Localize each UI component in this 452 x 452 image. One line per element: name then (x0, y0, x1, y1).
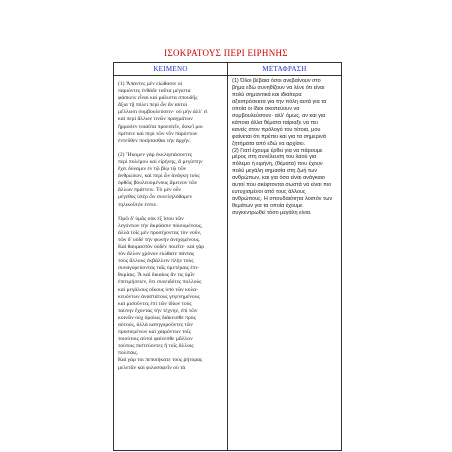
translation-header: ΜΕΤΑΦΡΑΣΗ (228, 63, 341, 76)
text-line: κοινῶν οὐχ ὁμοίως διάκεισθε πρὸς (118, 314, 196, 321)
text-line: κάποια άλλα θέματα ταίριαξε να πει (232, 119, 318, 126)
translation-body (228, 76, 341, 450)
text-line: ανθρώπων, και για όσα είναι ανάγκαιο (232, 175, 325, 182)
text-line: καὶ περὶ ἄλλων τινῶν πραγμάτων (118, 116, 193, 123)
text-line: τηλικοῦτόν ἐστιν. (118, 201, 158, 208)
text-line: ταύτην ἔχοντας τὴν τέχνην, ἐπὶ τῶν (118, 307, 198, 314)
text-line: συγκεντρωθεί τόσο μεγάλη είναι. (232, 210, 312, 217)
text-line: (1) Ἅπαντες μὲν εἰώθασιν οἱ (118, 81, 183, 87)
text-line: ζητήματα από εδώ να αρχίσει. (232, 140, 306, 147)
text-line: φάσκειν εἶναι καὶ μάλιστα σπουδῆς (118, 95, 198, 102)
text-line: οποία οι ίδιοι σκοπεύουν να (232, 105, 300, 112)
text-line: Ὁρῶ δ' ὑμᾶς οὐκ ἐξ ἴσου τῶν (118, 215, 184, 222)
translation-column (228, 63, 341, 450)
text-line: μέγεθος ὑπὲρ ὧν συνεληλύθαμεν (118, 194, 193, 201)
text-line: ανθρώπους. Η σπουδαιότητα λοιπόν των (232, 196, 333, 203)
text-line: καὶ μεγάλους οἴκους ὑπὸ τῶν κολα- (118, 286, 199, 293)
text-line: ὀρθῶς βουλευομένους ἄμεινον τῶν (118, 180, 198, 187)
text-line: ἀλλὰ τοῖς μὲν προσέχοντας τὸν νοῦν, (118, 229, 202, 236)
text-line: (2) Γιατί έχουμε έρθει για να πάρουμε (232, 147, 323, 154)
text-line: Καὶ θαυμαστὸν οὐδὲν ποιεῖτε· καὶ γὰρ (118, 243, 205, 250)
paragraph-gap (118, 145, 223, 152)
original-text-header: ΚΕΙΜΕΝΟ (114, 63, 227, 76)
text-line: Καὶ γὰρ τοι πεποιήκατε τοὺς ῥήτορας (118, 357, 203, 364)
text-line: περὶ πολέμου καὶ εἰρήνης, ἃ μεγίστην (118, 158, 203, 165)
original-text-column (114, 63, 228, 450)
text-line: τὸν ἄλλον χρόνον εἰώθατε πάντας (118, 251, 195, 258)
text-line: τοὺς ἄλλους ἐκβάλλειν πλὴν τοὺς (118, 258, 194, 265)
text-line: τῶν δ' οὐδὲ τὴν φωνὴν ἀνεχομένους. (118, 236, 201, 243)
text-line: κευόντων ἀναστάτους γεγενημένους (118, 293, 200, 300)
parallel-text-table (113, 62, 342, 451)
text-line: προσιεμένων καὶ χαιρόντων τοῖς (118, 329, 191, 336)
text-line: αυτοί που σκέφτονται σωστά να είναι πιο (232, 182, 332, 189)
text-line: συναγορεύοντας ταῖς ὑμετέραις ἐπι- (118, 265, 199, 272)
text-line: ευτυχισμένοι από τους άλλους (232, 189, 306, 196)
text-line: θεμάτων για τα οποία έχουμε (232, 203, 303, 210)
text-line: βήμα εδώ συνηθίζουν να λένε ότι είναι (232, 84, 325, 91)
text-line: πολύ μεγάλη σημασία στη ζωή των (232, 168, 318, 175)
text-line: τούτοις πιστεύοντες ἢ τοῖς ἄλλοις (118, 343, 194, 350)
text-line: ἀνθρώπων, καὶ περὶ ὧν ἀνάγκη τοὺς (118, 173, 200, 180)
text-line: αὐτούς, ἀλλὰ κατηγοροῦντες τῶν (118, 322, 193, 328)
text-line: αξιοπρόσεκτα για την πόλη αυτά για τα (232, 98, 327, 105)
text-line: πόλεμο ή ειρήνη, (θέματα) που έχουν (232, 161, 323, 168)
text-line: καὶ μισοῦντες ἐπὶ τῶν ἰδίων τοὺς (118, 300, 192, 307)
text-line: ἄξια τῇ πόλει περὶ ὧν ἂν αὐτοὶ (118, 102, 188, 109)
original-text-body (114, 76, 227, 450)
text-line: μελετᾶν καὶ φιλοσοφεῖν οὐ τὰ (118, 364, 186, 371)
text-line: πολύ σημαντικά και ιδιαίτερα (232, 91, 302, 98)
text-line: τοιούτοις αὐτοὶ φαίνεσθε μᾶλλον (118, 336, 193, 343)
text-line: πολίταις. (118, 350, 139, 357)
text-line: ἐντεῦθεν ποιήσασθαι τὴν ἀρχήν. (118, 137, 191, 144)
text-line: μέρος στη συνέλευση του λαού για (232, 154, 317, 161)
text-line: κανείς στον πρόλογό του τέτοια, μου (232, 126, 321, 133)
text-line: ἄλλων πράττειν. Τὸ μὲν οὖν (118, 187, 182, 194)
text-line: (1) Όλοι βέβαια όσοι ανεβαίνουν στο (232, 78, 321, 84)
text-line: λεγόντων τὴν ἀκρόασιν ποιουμένους, (118, 222, 203, 229)
text-line: ἐπιτιμήσειεν, ὅτι συνειδότες πολλοὺς (118, 279, 202, 286)
text-line: συμβουλεύσουν· αλλ' όμως, αν και για (232, 112, 326, 119)
text-line: παριόντες ἐνθάδε ταῦτα μέγιστα (118, 88, 191, 95)
paragraph-gap (118, 209, 223, 216)
text-line: ἥρμοσεν τοιαῦτα προειπεῖν, δοκεῖ μοι (118, 123, 203, 130)
text-line: ἔχει δύναμιν ἐν τῷ βίῳ τῷ τῶν (118, 166, 187, 173)
text-line: φαίνεται ότι πρέπει και για τα σημερινά (232, 133, 326, 140)
text-line: μέλλωσι συμβουλεύσειν· οὐ μὴν ἀλλ' εἰ (118, 109, 208, 116)
document-title: ΙΣΟΚΡΑΤΟΥΣ ΠΕΡΙ ΕΙΡΗΝΗΣ (164, 48, 288, 58)
text-line: θυμίαις. Ἃ καὶ δικαίως ἄν τις ὑμῖν (118, 272, 195, 279)
text-line: πρέπειν καὶ περὶ τῶν νῦν παρόντων (118, 130, 198, 137)
text-line: (2) Ἥκομεν γὰρ ἐκκλησιάσοντες (118, 151, 193, 158)
